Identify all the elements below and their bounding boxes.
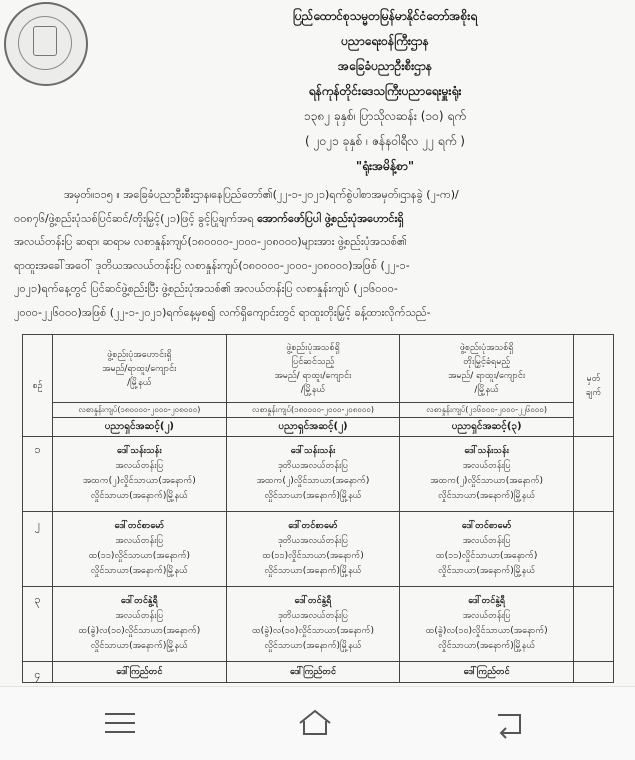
person-detail: လှိုင်သာယာ(အနောက်)မြို့နယ်	[264, 641, 362, 651]
person-detail: လှိုင်သာယာ(အနောက်)မြို့နယ်	[438, 491, 536, 501]
order-title: "ရုံးအမိန့်စာ"	[355, 159, 415, 173]
salary-scale: လစာနှုန်းကျပ်(၁၈၀၀၀၀-၂၀၀၀-၂၀၈၀၀၀)	[53, 403, 227, 418]
header-text: ချက်	[585, 387, 602, 398]
person-detail: လှိုင်သာယာ(အနောက်)မြို့နယ်	[264, 491, 362, 501]
person-detail: ဒုတိယအလယ်တန်းပြ	[277, 461, 348, 471]
body-line-1: အမှတ်။၁၁၅ ။ အခြေခံပညာဦးစီးဌာန၊နေပြည်တော်၏(၂၂-၁-၂၀၂၁)ရက်စွဲပါစာအမှတ်၊ဌာနခွဲ (၂-က)/	[64, 188, 459, 201]
seal-emblem	[33, 26, 57, 56]
row-number: ၄	[23, 662, 53, 683]
old-structure-header	[53, 335, 227, 403]
person-detail: အလယ်တန်းပြ	[462, 461, 511, 471]
person-cell	[53, 587, 227, 662]
header-line-3: အခြေခံပညာဦးစီးဌာန	[338, 59, 432, 73]
person-name: ဒေါ်သန်းသန်း	[117, 446, 162, 456]
person-detail: ဒုတိယအလယ်တန်းပြ	[277, 536, 348, 546]
person-detail: လှိုင်သာယာ(အနောက်)မြို့နယ်	[90, 641, 188, 651]
header-date-gregorian: ( ၂၀၂၁ ခုနှစ် ၊ ဇန်နဝါရီလ ၂၂ ရက် )	[305, 134, 465, 148]
menu-icon	[105, 713, 135, 715]
person-detail: အလယ်တန်းပြ	[462, 611, 511, 621]
row-number: ၃	[23, 587, 53, 662]
header-text: ဖွဲ့စည်းပုံအဟောင်းရှိ	[107, 349, 172, 360]
header-text: /မြို့နယ်	[127, 377, 152, 388]
person-detail: လှိုင်သာယာ(အနောက်)မြို့နယ်	[264, 566, 362, 576]
person-cell	[400, 662, 574, 683]
grade-label: ပညာရှင်အဆင့်(၂)	[53, 418, 227, 437]
person-cell	[226, 587, 400, 662]
no-header: စဉ်	[23, 335, 53, 437]
table-row	[23, 662, 614, 683]
home-button[interactable]	[295, 705, 335, 741]
revised-structure-header	[226, 335, 400, 403]
header-text: ဖွဲ့စည်းပုံအသစ်ရှိ	[286, 342, 340, 353]
order-body	[14, 183, 622, 324]
remark-header	[574, 335, 614, 437]
android-nav-bar	[0, 686, 635, 760]
menu-icon	[105, 731, 135, 733]
person-detail: အထက(၂)လှိုင်သာယာ(အနောက်)	[430, 476, 544, 486]
person-detail: လှိုင်သာယာ(အနောက်)မြို့နယ်	[90, 566, 188, 576]
header-text: /မြို့နယ်	[300, 384, 326, 395]
body-line-6: ၂၀၀၀-၂၂၆၀၀၀)အဖြစ် (၂၂-၁-၂၀၂၁)ရက်နေ့မှစ၍ လက်ရှိကျောင်းတွင် ရာထူးတိုးမြှင့် ခန့်ထားလိုက်သည်-	[14, 305, 431, 319]
person-detail: ထ(ခွဲ)လ(၁၀)လှိုင်သာယာ(အနောက်)	[425, 626, 548, 636]
remark-cell	[574, 437, 614, 512]
back-icon	[490, 705, 530, 741]
person-cell	[53, 437, 227, 512]
header-line-2: ပညာရေးဝန်ကြီးဌာန	[341, 34, 429, 48]
grade-label: ပညာရှင်အဆင့်(၂)	[226, 418, 400, 437]
grade-row	[23, 418, 614, 437]
person-detail: လှိုင်သာယာ(အနောက်)မြို့နယ်	[438, 641, 536, 651]
header-text: ပြင်ဆင်သည့်	[291, 356, 335, 367]
table-header-row	[23, 335, 614, 403]
header-text: အမည်/ရာထူး/ကျောင်း	[102, 363, 177, 374]
body-line-3: အလယ်တန်းပြ ဆရာ၊ ဆရာမ လစာနှုန်းကျပ်(၁၈၀၀၀၀-၂၀၀၀-၂၀၈၀၀၀)များအား ဖွဲ့စည်းပုံအသစ်၏	[14, 235, 407, 248]
person-detail: အလယ်တန်းပြ	[115, 536, 164, 546]
person-cell	[226, 512, 400, 587]
person-detail: ထ(ခွဲ)လ(၁၀)လှိုင်သာယာ(အနောက်)	[251, 626, 374, 636]
person-name: ဒေါ်တင်စာမော်	[288, 521, 338, 531]
person-detail: အထက(၂)လှိုင်သာယာ(အနောက်)	[256, 476, 370, 486]
person-cell	[226, 437, 400, 512]
home-icon	[295, 705, 335, 741]
grade-label: ပညာရှင်အဆင့်(၃)	[400, 418, 574, 437]
person-name: ဒေါ်ကြည်တင်	[463, 666, 510, 677]
body-highlight: အောက်ဖော်ပြပါ ဖွဲ့စည်းပုံအဟောင်းရှိ	[257, 211, 404, 225]
header-text: /မြို့နယ်	[474, 384, 499, 395]
header-text: မှတ်	[586, 373, 601, 384]
header-line-4: ရန်ကုန်တိုင်းဒေသကြီးပညာရေးမှူးရုံး	[308, 84, 462, 98]
header-text: ဖွဲ့စည်းပုံအသစ်ရှိ	[459, 342, 514, 353]
person-cell	[400, 587, 574, 662]
remark-cell	[574, 662, 614, 683]
remark-cell	[574, 587, 614, 662]
promotion-table	[22, 334, 614, 683]
promoted-structure-header	[400, 335, 574, 403]
header-text: အမည်/ ရာထူး/ကျောင်း	[448, 370, 526, 381]
header-text: တိုးမြှင့်ခံရမည့်	[463, 356, 511, 367]
menu-icon	[105, 722, 135, 724]
table-body	[23, 437, 614, 683]
row-number: ၁	[23, 437, 53, 512]
table-row	[23, 512, 614, 587]
person-name: ဒေါ်တင်နွဲ့ရီ	[294, 596, 332, 606]
person-name: ဒေါ်တင်စာမော်	[114, 521, 165, 531]
person-detail: အလယ်တန်းပြ	[115, 461, 164, 471]
table-row	[23, 587, 614, 662]
remark-cell	[574, 512, 614, 587]
salary-scale: လစာနှုန်းကျပ်(၂၁၆၀၀၀-၂၀၀၀-၂၂၆၀၀၀)	[400, 403, 574, 418]
table-row	[23, 437, 614, 512]
person-cell	[226, 662, 400, 683]
person-name: ဒေါ်တင်နွဲ့ရီ	[468, 596, 506, 606]
person-detail: ထ(၁၁)လှိုင်သာယာ(အနောက်)	[88, 551, 191, 561]
office-seal	[4, 2, 88, 86]
row-number: ၂	[23, 512, 53, 587]
header-date-myanmar: ၁၃၈၂ ခုနှစ်၊ ပြာသိုလဆန်း (၁၀) ရက်	[303, 109, 467, 123]
person-detail: ထ(၁၁)လှိုင်သာယာ(အနောက်)	[435, 551, 538, 561]
person-detail: အလယ်တန်းပြ	[462, 536, 511, 546]
person-cell	[400, 512, 574, 587]
person-detail: လှိုင်သာယာ(အနောက်)မြို့နယ်	[90, 491, 188, 501]
person-detail: ထ(ခွဲ)လ(၁၀)လှိုင်သာယာ(အနောက်)	[78, 626, 201, 636]
person-detail: ဒုတိယအလယ်တန်းပြ	[277, 611, 348, 621]
person-detail: ထ(၁၁)လှိုင်သာယာ(အနောက်)	[262, 551, 364, 561]
menu-button[interactable]	[100, 705, 140, 741]
body-line-2-text: ၀၀၈၇၆/ဖွဲ့စည်းပုံသစ်ပြင်ဆင်/တိုးမြှင့်(၂၁)ဖြင့် ခွင့်ပြုချက်အရ	[14, 211, 254, 225]
back-button[interactable]	[490, 705, 530, 741]
person-name: ဒေါ်သန်းသန်း	[290, 446, 336, 456]
person-cell	[53, 662, 227, 683]
person-detail: အထက(၂)လှိုင်သာယာ(အနောက်)	[82, 476, 196, 486]
header-line-1: ပြည်ထောင်စုသမ္မတမြန်မာနိုင်ငံတော်အစိုးရ	[292, 9, 478, 23]
person-name: ဒေါ်တင်စာမော်	[461, 521, 512, 531]
person-cell	[53, 512, 227, 587]
header-text: အမည်/ ရာထူး/ကျောင်း	[274, 370, 352, 381]
person-name: ဒေါ်ကြည်တင်	[116, 666, 163, 677]
person-name: ဒေါ်ကြည်တင်	[289, 666, 337, 677]
person-name: ဒေါ်သန်းသန်း	[464, 446, 509, 456]
body-line-2	[14, 207, 622, 231]
salary-scale: လစာနှုန်းကျပ်(၁၈၀၀၀၀-၂၀၀၀-၂၀၈၀၀၀)	[226, 403, 400, 418]
body-line-5: ၂၀၂၁)ရက်နေ့တွင် ပြင်ဆင်ဖွဲ့စည်းပြီး ဖွဲ့စည်းပုံအသစ်၏ အလယ်တန်းပြ လစာနှုန်းကျပ် (၂၁၆၀၀၀-	[14, 282, 398, 295]
person-name: ဒေါ်တင်နွဲ့ရီ	[120, 596, 158, 606]
person-detail: အလယ်တန်းပြ	[115, 611, 164, 621]
person-cell	[400, 437, 574, 512]
person-detail: လှိုင်သာယာ(အနောက်)မြို့နယ်	[438, 566, 536, 576]
body-line-4: ရာထူးအခေါ်အဝေါ် ဒုတိယအလယ်တန်းပြ လစာနှုန်းကျပ်(၁၈၀၀၀၀-၂၀၀၀-၂၀၈၀၀၀)အဖြစ် (၂၂-၁-	[14, 258, 410, 272]
salary-row	[23, 403, 614, 418]
